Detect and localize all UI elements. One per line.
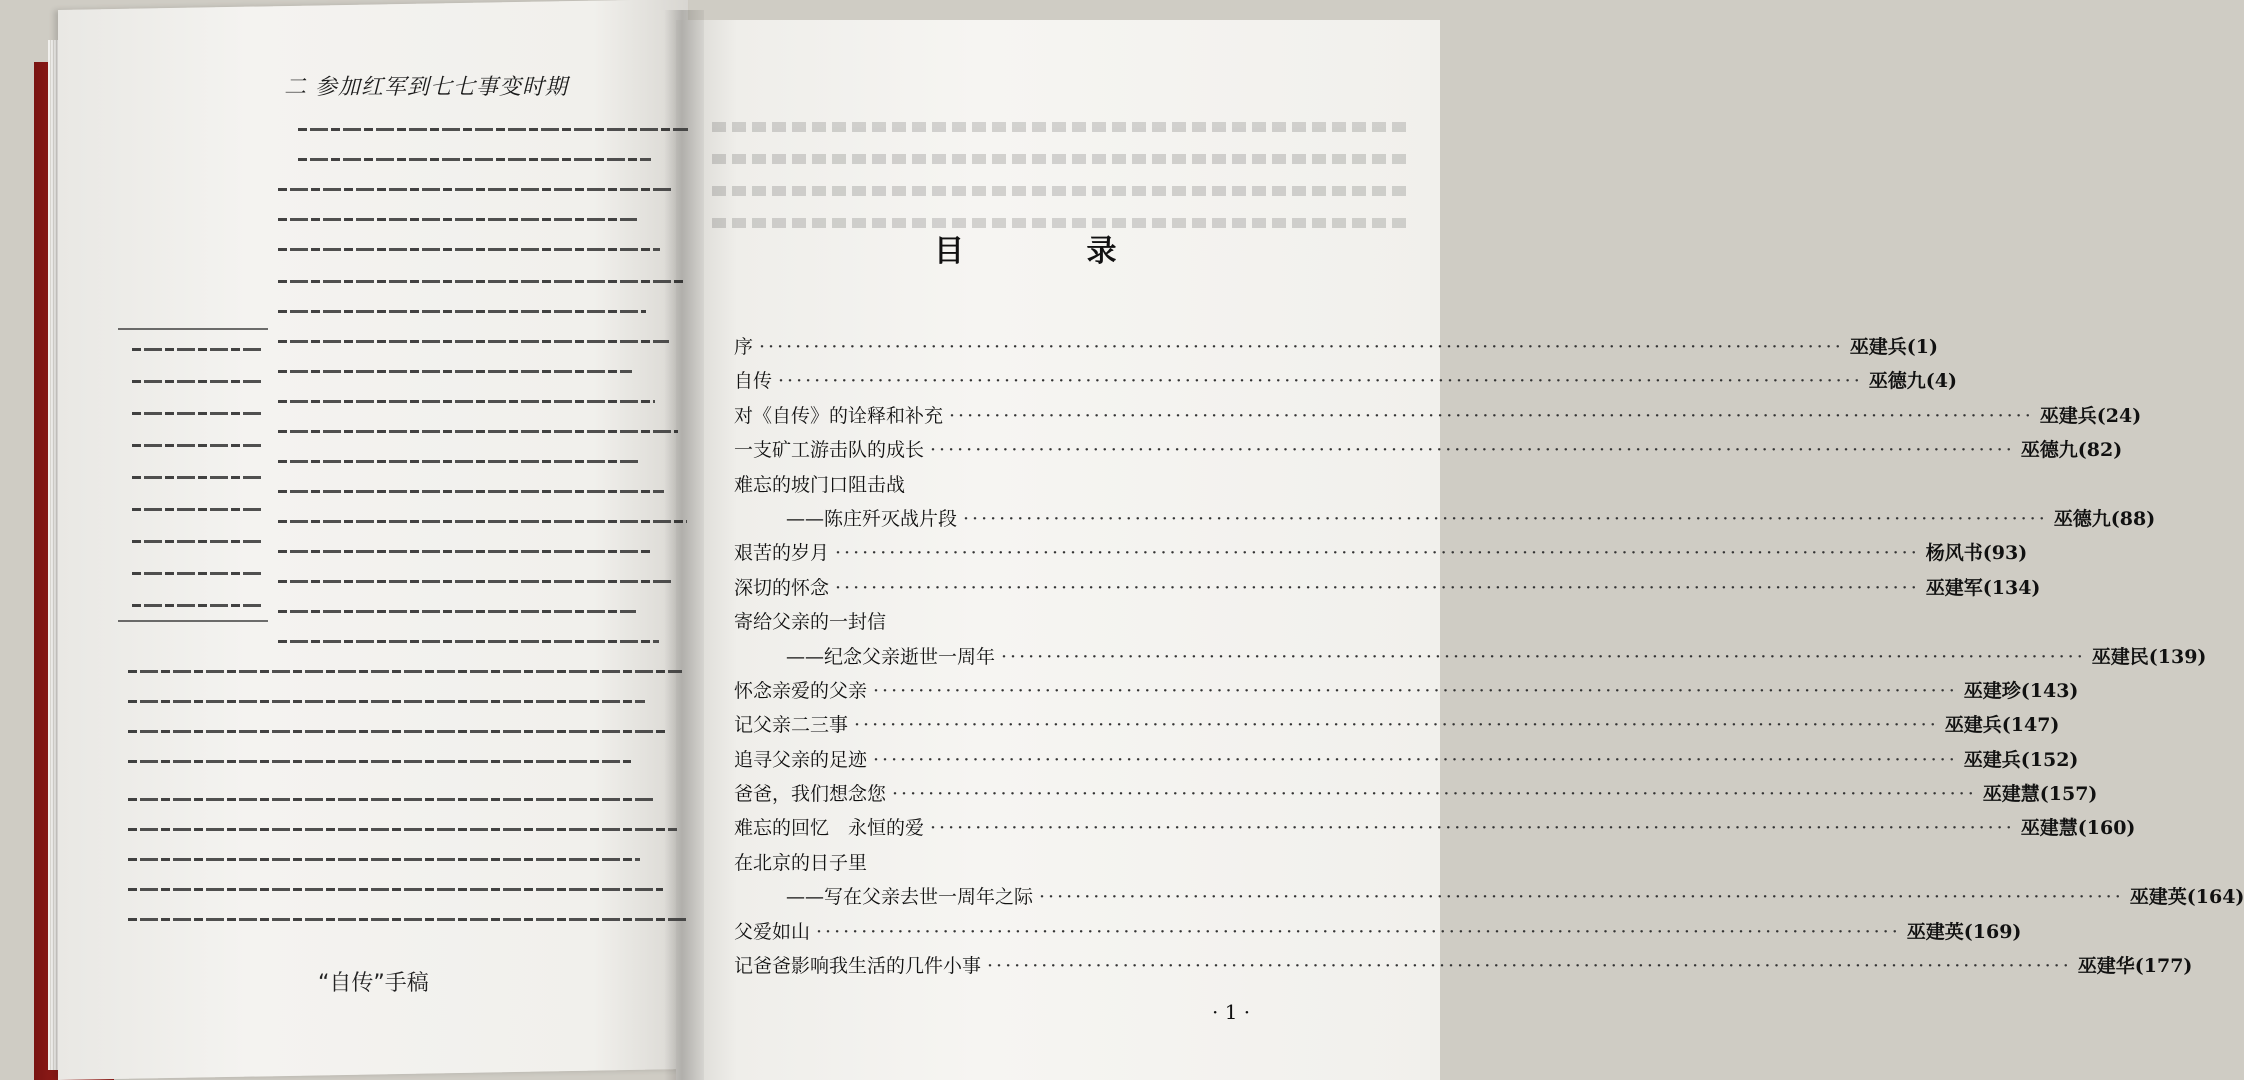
handwriting-stroke bbox=[132, 444, 264, 447]
toc-entry-title: 对《自传》的诠释和补充 bbox=[734, 404, 944, 427]
toc-entry bbox=[734, 846, 1290, 880]
toc-entry-title: ——纪念父亲逝世一周年 bbox=[786, 645, 996, 668]
handwriting-stroke bbox=[278, 188, 674, 191]
handwriting-stroke bbox=[278, 430, 678, 433]
toc-entry-author-page: 巫建慧(157) bbox=[1982, 783, 2098, 806]
toc-entry bbox=[734, 708, 2060, 742]
handwriting-stroke bbox=[128, 798, 654, 801]
toc-entry-title: 深切的怀念 bbox=[734, 576, 830, 599]
handwriting-stroke bbox=[278, 490, 664, 493]
handwriting-stroke bbox=[278, 400, 655, 403]
handwriting-stroke bbox=[278, 580, 673, 583]
toc-entry bbox=[734, 915, 2022, 949]
toc-entry bbox=[734, 949, 2193, 983]
toc-leader-dots: ························································································································ bbox=[854, 714, 1939, 737]
toc-leader-dots: ························································································································ bbox=[873, 679, 1958, 702]
toc-entry bbox=[734, 880, 2244, 914]
toc-entry-author-page: 巫建华(177) bbox=[2077, 955, 2193, 978]
toc-entry-title: ——写在父亲去世一周年之际 bbox=[786, 886, 1034, 909]
handwriting-stroke bbox=[128, 760, 631, 763]
toc-entry-author-page: 巫建民(139) bbox=[2091, 645, 2207, 668]
toc-leader-dots: ························································································································ bbox=[778, 370, 1863, 393]
toc-entry bbox=[734, 330, 1938, 364]
manuscript-caption: “自传”手稿 bbox=[318, 971, 429, 996]
toc-leader-dots: ························································································································ bbox=[949, 404, 2034, 427]
toc-entry-title: 艰苦的岁月 bbox=[734, 542, 830, 565]
toc-leader-dots: ························································································································ bbox=[816, 920, 1901, 943]
toc-title: 目 录 bbox=[934, 234, 1173, 269]
toc-leader-dots: ························································································································ bbox=[873, 748, 1958, 771]
toc-entry-title: 记爸爸影响我生活的几件小事 bbox=[734, 955, 982, 978]
toc-entry bbox=[734, 536, 2028, 570]
toc-leader-dots: ························································································································ bbox=[1001, 645, 2086, 668]
handwriting-stroke bbox=[132, 348, 264, 351]
toc-entry bbox=[734, 468, 1290, 502]
handwriting-stroke bbox=[278, 640, 659, 643]
toc-entry-title: 爸爸，我们想念您 bbox=[734, 783, 887, 806]
toc-entry-author-page: 巫建慧(160) bbox=[2020, 817, 2136, 840]
toc-entry-title: 序 bbox=[734, 336, 754, 358]
handwriting-stroke bbox=[278, 460, 641, 463]
toc-leader-dots: ························································································································ bbox=[963, 507, 2048, 530]
toc-entry-author-page: 巫建军(134) bbox=[1925, 576, 2041, 599]
toc-entry bbox=[734, 502, 2156, 536]
toc-entry-title: 自传 bbox=[734, 370, 773, 393]
toc-entry-title: 难忘的坡门口阻击战 bbox=[734, 473, 906, 496]
toc-entry bbox=[734, 399, 2142, 433]
handwritten-manuscript-scan bbox=[118, 58, 688, 948]
toc-entry bbox=[734, 433, 2123, 467]
toc-entry bbox=[734, 571, 2041, 605]
toc-leader-dots: ························································································································ bbox=[835, 576, 1920, 599]
handwriting-stroke bbox=[132, 380, 264, 383]
handwriting-stroke bbox=[278, 340, 669, 343]
toc-entry-author-page: 巫建兵(24) bbox=[2039, 404, 2142, 427]
manuscript-heading: 二 参加红军到七七事变时期 bbox=[284, 75, 568, 100]
toc-entry-author-page: 巫建兵(147) bbox=[1944, 714, 2060, 737]
toc-entry-title: 父爱如山 bbox=[734, 920, 811, 943]
handwriting-stroke bbox=[132, 508, 264, 511]
handwriting-stroke bbox=[278, 370, 632, 373]
toc-entry-author-page: 巫德九(88) bbox=[2053, 507, 2156, 530]
toc-entry-author-page: 杨风书(93) bbox=[1925, 542, 2028, 565]
toc-entry bbox=[734, 777, 2098, 811]
toc-entry bbox=[734, 674, 2079, 708]
handwriting-stroke bbox=[128, 858, 640, 861]
toc-entry-title: 在北京的日子里 bbox=[734, 851, 868, 874]
toc-entry-title: 记父亲二三事 bbox=[734, 714, 849, 737]
toc-entry-author-page: 巫建兵(1) bbox=[1849, 336, 1938, 358]
toc-entry bbox=[734, 640, 2207, 674]
manuscript-ruled-block bbox=[118, 328, 268, 622]
handwriting-stroke bbox=[132, 604, 264, 607]
handwriting-stroke bbox=[298, 158, 651, 161]
handwriting-stroke bbox=[128, 670, 682, 673]
toc-leader-dots: ························································································································ bbox=[930, 817, 2015, 840]
handwriting-stroke bbox=[128, 700, 645, 703]
toc-entry-author-page: 巫德九(4) bbox=[1868, 370, 1957, 393]
show-through-text bbox=[712, 100, 1412, 300]
toc-entry bbox=[734, 364, 1957, 398]
toc-entry-title: 怀念亲爱的父亲 bbox=[734, 679, 868, 702]
toc-leader-dots: ························································································································ bbox=[759, 336, 1844, 358]
toc-entry bbox=[734, 605, 1290, 639]
page-number: · 1 · bbox=[1212, 1000, 1251, 1024]
toc-leader-dots: ························································································································ bbox=[930, 439, 2015, 462]
handwriting-stroke bbox=[278, 218, 637, 221]
handwriting-stroke bbox=[278, 550, 650, 553]
handwriting-stroke bbox=[128, 730, 668, 733]
toc-entry-author-page: 巫建珍(143) bbox=[1963, 679, 2079, 702]
handwriting-stroke bbox=[278, 280, 683, 283]
toc-entry-title: ——陈庄歼灭战片段 bbox=[786, 507, 958, 530]
handwriting-stroke bbox=[278, 310, 646, 313]
handwriting-stroke bbox=[278, 610, 636, 613]
toc-entry-title: 难忘的回忆 永恒的爱 bbox=[734, 817, 925, 840]
toc-entry-author-page: 巫建兵(152) bbox=[1963, 748, 2079, 771]
handwriting-stroke bbox=[128, 918, 686, 921]
toc-leader-dots: ························································································································ bbox=[835, 542, 1920, 565]
handwriting-stroke bbox=[132, 540, 264, 543]
handwriting-stroke bbox=[128, 828, 677, 831]
toc-leader-dots: ························································································································ bbox=[1039, 886, 2124, 909]
handwriting-stroke bbox=[132, 572, 264, 575]
toc-leader-dots: ························································································································ bbox=[892, 783, 1977, 806]
toc-entry-title: 寄给父亲的一封信 bbox=[734, 611, 887, 634]
toc-entry-author-page: 巫建英(169) bbox=[1906, 920, 2022, 943]
handwriting-stroke bbox=[298, 128, 688, 131]
toc-entry-author-page: 巫建英(164) bbox=[2129, 886, 2244, 909]
handwriting-stroke bbox=[278, 248, 660, 251]
table-of-contents bbox=[734, 330, 2244, 983]
toc-entry bbox=[734, 811, 2136, 845]
handwriting-stroke bbox=[278, 520, 687, 523]
handwriting-stroke bbox=[132, 412, 264, 415]
handwriting-stroke bbox=[128, 888, 663, 891]
toc-entry-title: 追寻父亲的足迹 bbox=[734, 748, 868, 771]
toc-entry-author-page: 巫德九(82) bbox=[2020, 439, 2123, 462]
handwriting-stroke bbox=[132, 476, 264, 479]
toc-leader-dots: ························································································································ bbox=[987, 955, 2072, 978]
toc-entry bbox=[734, 743, 2079, 777]
toc-entry-title: 一支矿工游击队的成长 bbox=[734, 439, 925, 462]
